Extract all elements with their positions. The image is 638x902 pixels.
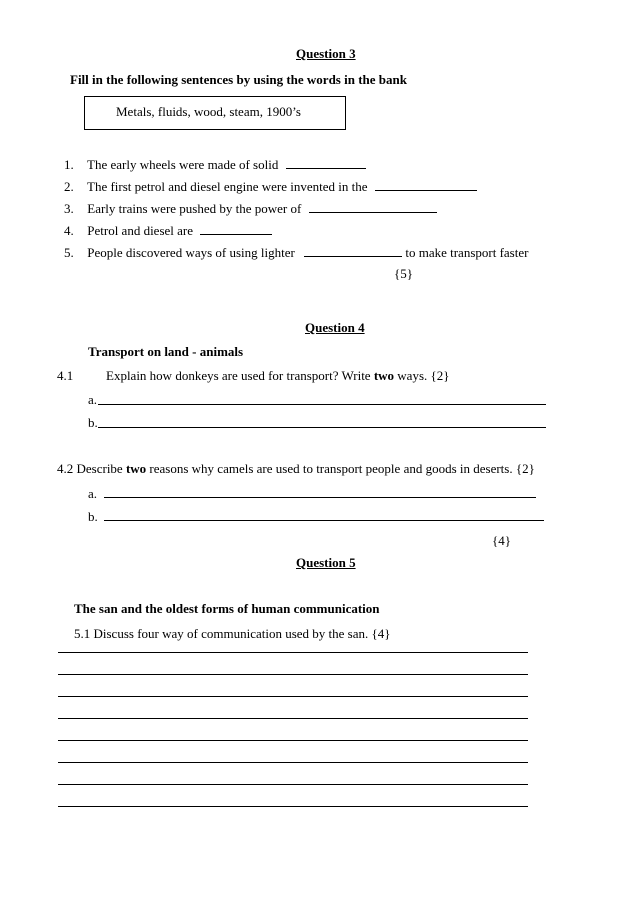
answer-blank[interactable] — [375, 178, 477, 191]
answer-line[interactable] — [58, 696, 528, 697]
q4-1-text-bold: two — [373, 368, 395, 383]
q4-2-text-pre: 4.2 Describe — [57, 461, 123, 476]
q3-item-number: 4. — [64, 223, 74, 238]
answer-line[interactable] — [58, 740, 528, 741]
question-4-marks: {4} — [492, 533, 511, 548]
question-3-title: Question 3 — [296, 46, 356, 61]
answer-line[interactable] — [58, 674, 528, 675]
answer-blank[interactable] — [286, 156, 366, 169]
q3-item-4 — [64, 222, 272, 239]
q4-2-text-post: reasons why camels are used to transport people and goods in deserts. {2} — [149, 461, 535, 476]
question-5-1: 5.1 Discuss four way of communication used by the san. {4} — [74, 626, 391, 641]
q3-item-text: The first petrol and diesel engine were invented in the — [87, 179, 368, 194]
answer-line[interactable] — [104, 520, 544, 521]
q3-item-2 — [64, 178, 477, 195]
q4-1-b-label: b. — [88, 415, 98, 430]
q3-item-text: The early wheels were made of solid — [87, 157, 279, 172]
q3-item-number: 5. — [64, 245, 74, 260]
q3-item-3 — [64, 200, 437, 217]
q4-1-text-pre: Explain how donkeys are used for transport? Write — [106, 368, 371, 383]
q3-item-text: People discovered ways of using lighter — [87, 245, 295, 260]
q4-1-a-label: a. — [88, 392, 98, 407]
answer-line[interactable] — [58, 784, 528, 785]
answer-line[interactable] — [58, 718, 528, 719]
question-4-subtitle: Transport on land - animals — [88, 344, 244, 359]
question-3-instruction: Fill in the following sentences by using the words in the bank — [70, 72, 407, 87]
answer-line[interactable] — [98, 404, 546, 405]
question-3-marks: {5} — [394, 266, 413, 281]
question-4-title: Question 4 — [305, 320, 365, 335]
question-5-subtitle: The san and the oldest forms of human communication — [74, 601, 380, 616]
word-bank-text: Metals, fluids, wood, steam, 1900’s — [116, 104, 301, 119]
q4-2-question — [57, 461, 535, 477]
answer-blank[interactable] — [200, 222, 272, 235]
answer-line[interactable] — [104, 497, 536, 498]
q4-2-b-label: b. — [88, 509, 98, 524]
q3-item-text: Early trains were pushed by the power of — [87, 201, 302, 216]
answer-blank[interactable] — [304, 244, 402, 257]
answer-line[interactable] — [58, 762, 528, 763]
q4-2-text-bold: two — [125, 461, 147, 476]
q3-item-5 — [64, 244, 528, 261]
q3-item-text-after: to make transport faster — [405, 245, 529, 260]
q3-item-number: 3. — [64, 201, 74, 216]
q4-1-number: 4.1 — [57, 368, 74, 383]
answer-line[interactable] — [58, 652, 528, 653]
answer-line[interactable] — [58, 806, 528, 807]
answer-line[interactable] — [98, 427, 546, 428]
answer-blank[interactable] — [309, 200, 437, 213]
q4-1-question — [106, 368, 450, 384]
q3-item-number: 2. — [64, 179, 74, 194]
q3-item-number: 1. — [64, 157, 74, 172]
q4-2-a-label: a. — [88, 486, 98, 501]
q3-item-text: Petrol and diesel are — [87, 223, 194, 238]
question-5-title: Question 5 — [296, 555, 356, 570]
q3-item-1 — [64, 156, 366, 173]
q4-1-text-post: ways. {2} — [397, 368, 450, 383]
